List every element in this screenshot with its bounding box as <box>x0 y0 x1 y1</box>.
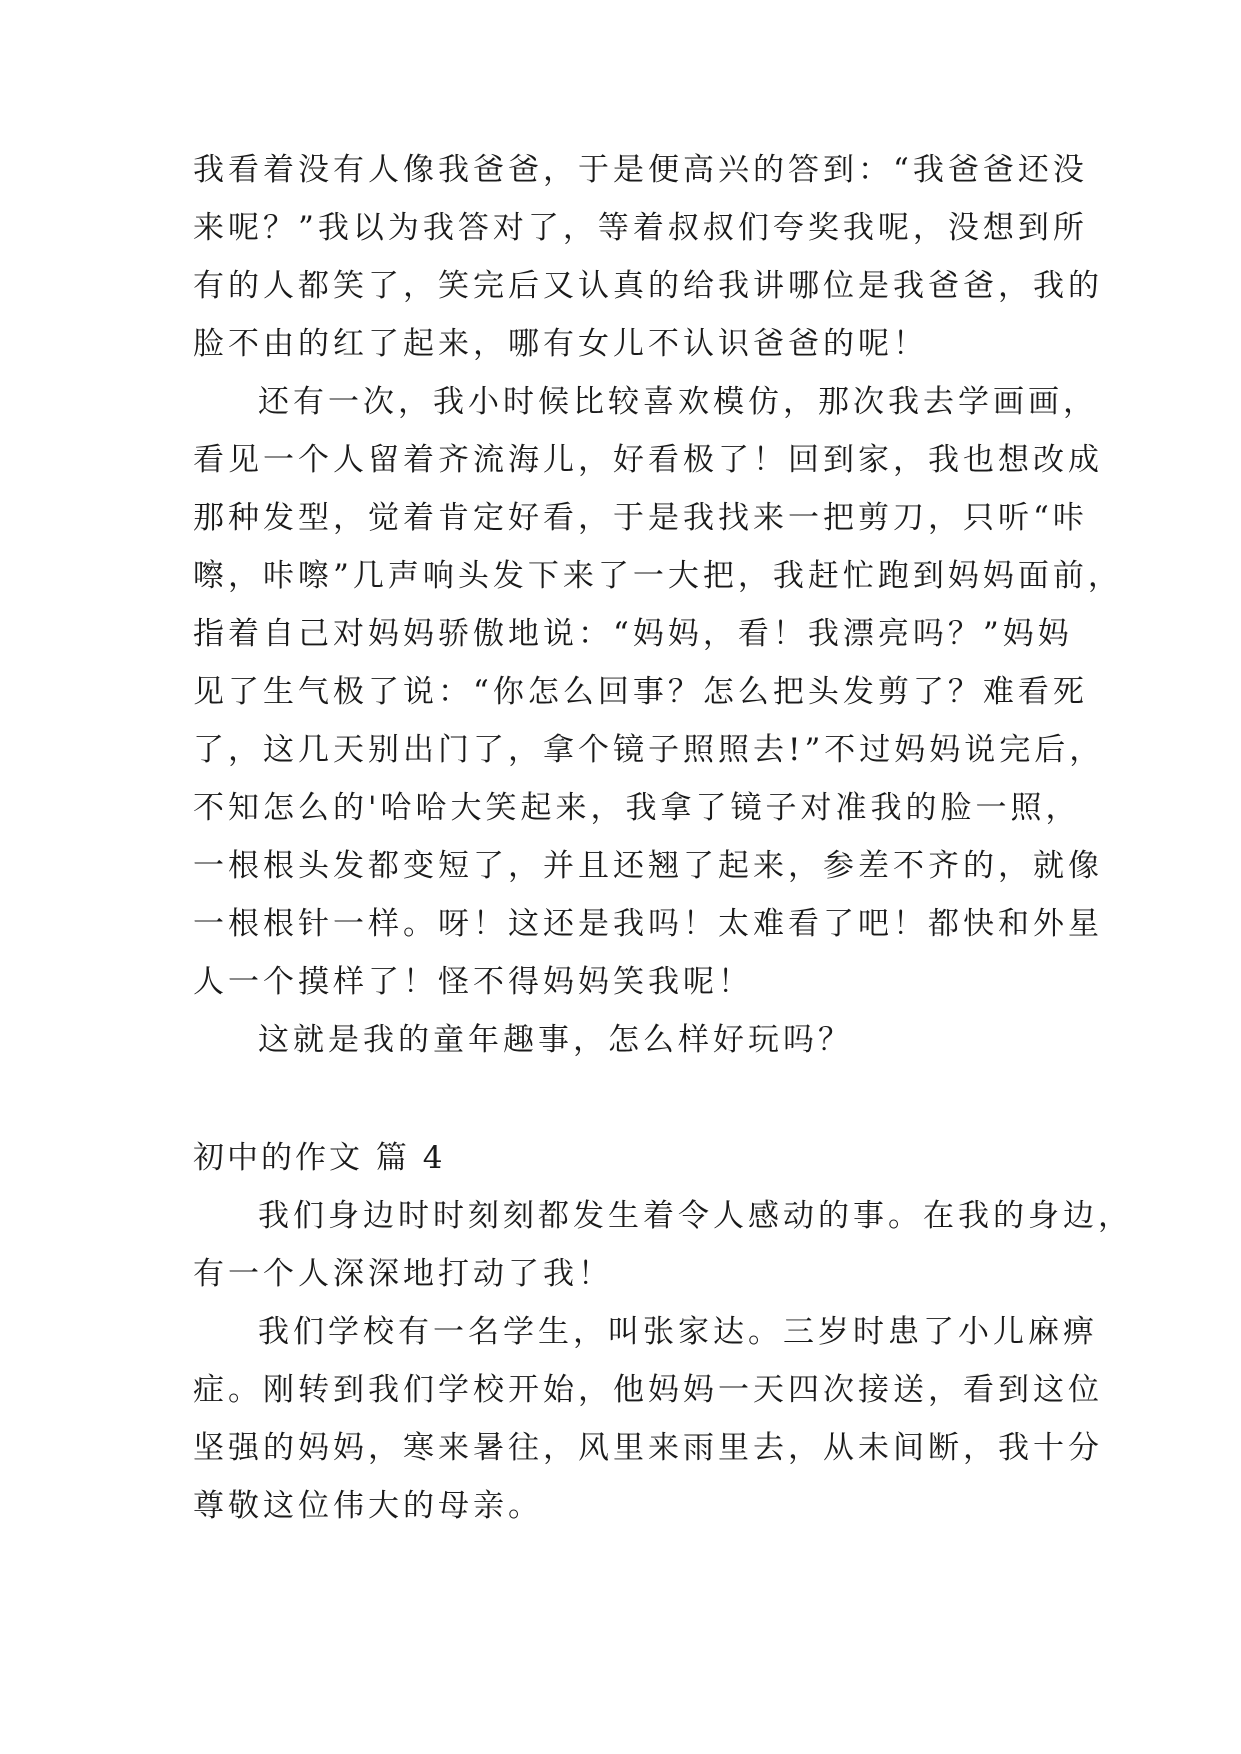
paragraph-first-line: 我们身边时时刻刻都发生着令人感动的事。在我的身边， <box>258 1198 1133 1234</box>
text-line: 一根根针一样。呀！这还是我吗！太难看了吧！都快和外星 <box>193 906 1103 942</box>
text-line: 看见一个人留着齐流海儿，好看极了！回到家，我也想改成 <box>193 442 1103 478</box>
text-line: 坚强的妈妈，寒来暑往，风里来雨里去，从未间断，我十分 <box>193 1430 1103 1466</box>
text-line: 尊敬这位伟大的母亲。 <box>193 1488 543 1524</box>
paragraph-first-line: 我们学校有一名学生，叫张家达。三岁时患了小儿麻痹 <box>258 1314 1098 1350</box>
text-line: 一根根头发都变短了，并且还翘了起来，参差不齐的，就像 <box>193 848 1103 884</box>
text-line: 有的人都笑了，笑完后又认真的给我讲哪位是我爸爸，我的 <box>193 268 1103 304</box>
section-heading: 初中的作文 篇 4 <box>193 1140 446 1176</box>
paragraph-first-line: 还有一次，我小时候比较喜欢模仿，那次我去学画画， <box>258 384 1098 420</box>
text-line: 有一个人深深地打动了我！ <box>193 1256 613 1292</box>
text-line: 我看着没有人像我爸爸，于是便高兴的答到：“我爸爸还没 <box>193 152 1088 188</box>
text-line: 不知怎么的'哈哈大笑起来，我拿了镜子对准我的脸一照， <box>193 790 1081 826</box>
text-line: 脸不由的红了起来，哪有女儿不认识爸爸的呢！ <box>193 326 928 362</box>
text-line: 症。刚转到我们学校开始，他妈妈一天四次接送，看到这位 <box>193 1372 1103 1408</box>
text-line: 嚓，咔嚓”几声响头发下来了一大把，我赶忙跑到妈妈面前， <box>193 558 1123 594</box>
text-line: 指着自己对妈妈骄傲地说：“妈妈，看！我漂亮吗？”妈妈 <box>193 616 1073 652</box>
text-line: 了，这几天别出门了，拿个镜子照照去!”不过妈妈说完后， <box>193 732 1105 768</box>
text-line: 那种发型，觉着肯定好看，于是我找来一把剪刀，只听“咔 <box>193 500 1088 536</box>
text-line: 见了生气极了说：“你怎么回事？怎么把头发剪了？难看死 <box>193 674 1088 710</box>
text-line: 人一个摸样了！怪不得妈妈笑我呢！ <box>193 964 753 1000</box>
text-line: 来呢？”我以为我答对了，等着叔叔们夸奖我呢，没想到所 <box>193 210 1088 246</box>
paragraph-first-line: 这就是我的童年趣事，怎么样好玩吗？ <box>258 1022 853 1058</box>
